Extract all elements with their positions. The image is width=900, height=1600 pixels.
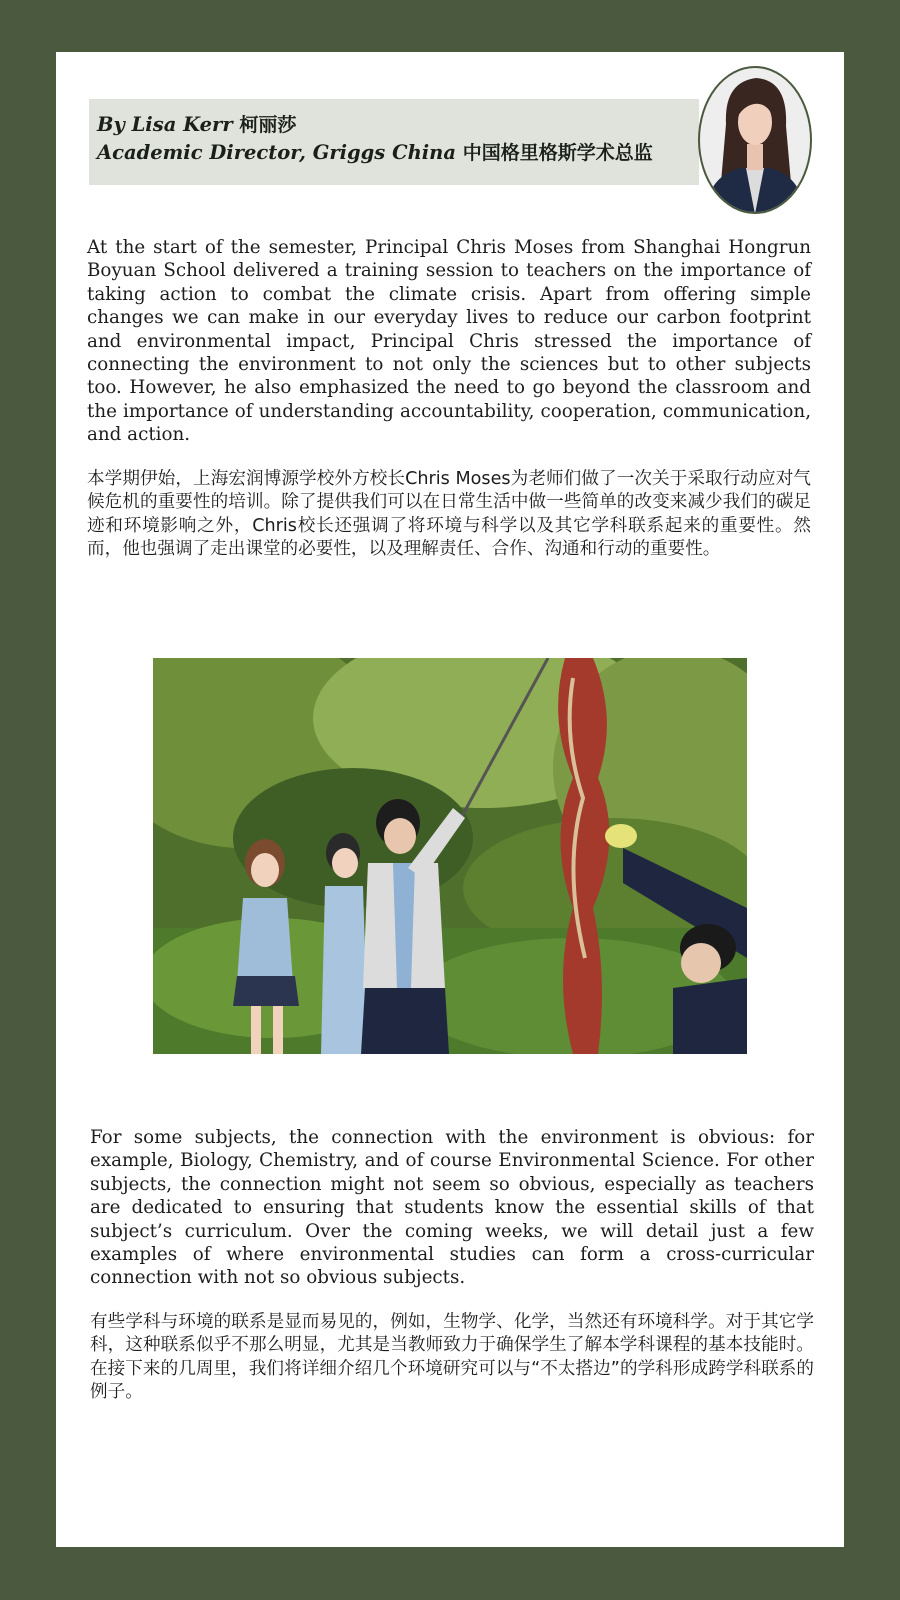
author-name-chinese: 柯丽莎: [239, 114, 297, 136]
students-cleanup-photo: [153, 658, 747, 1054]
author-byline: [89, 99, 699, 185]
subjects-paragraph-english: For some subjects, the connection with the environment is obvious: for example, Biology, Chemistry, and of course Environmental Science. For other subjects, the connection might not seem so obvious, especially as teachers are dedicated to ensuring that students know the essential skills of that subject’s curriculum. Over the coming weeks, we will detail just a few examples of where environmental studies can form a cross-curricular connection with not so obvious subjects.: [90, 1127, 814, 1289]
author-name-line: [97, 111, 699, 139]
author-title: Academic Director, Griggs China: [97, 141, 456, 164]
author-name: By Lisa Kerr: [97, 113, 233, 136]
author-title-chinese: 中国格里格斯学术总监: [462, 142, 653, 164]
subjects-paragraph-chinese: 有些学科与环境的联系是显而易见的，例如，生物学、化学，当然还有环境科学。对于其它学科，这种联系似乎不那么明显，尤其是当教师致力于确保学生了解本学科课程的基本技能时。在接下来的几周里，我们将详细介绍几个环境研究可以与“不太搭边”的学科形成跨学科联系的例子。: [90, 1312, 814, 1403]
article-page: [56, 52, 844, 1547]
intro-paragraph-english: At the start of the semester, Principal Chris Moses from Shanghai Hongrun Boyuan School delivered a training session to teachers on the importance of taking action to combat the climate crisis. Apart from offering simple changes we can make in our everyday lives to reduce our carbon footprint and environmental impact, Principal Chris stressed the importance of connecting the environment to not only the sciences but to other subjects too. However, he also emphasized the need to go beyond the classroom and the importance of understanding accountability, cooperation, communication, and action.: [87, 237, 811, 446]
author-title-line: [97, 139, 699, 167]
intro-paragraph-chinese: 本学期伊始，上海宏润博源学校外方校长Chris Moses为老师们做了一次关于采取行动应对气候危机的重要性的培训。除了提供我们可以在日常生活中做一些简单的改变来减少我们的碳足迹和环境影响之外，Chris校长还强调了将环境与科学以及其它学科联系起来的重要性。然而，他也强调了走出课堂的必要性，以及理解责任、合作、沟通和行动的重要性。: [87, 469, 811, 560]
author-portrait: [696, 64, 814, 216]
